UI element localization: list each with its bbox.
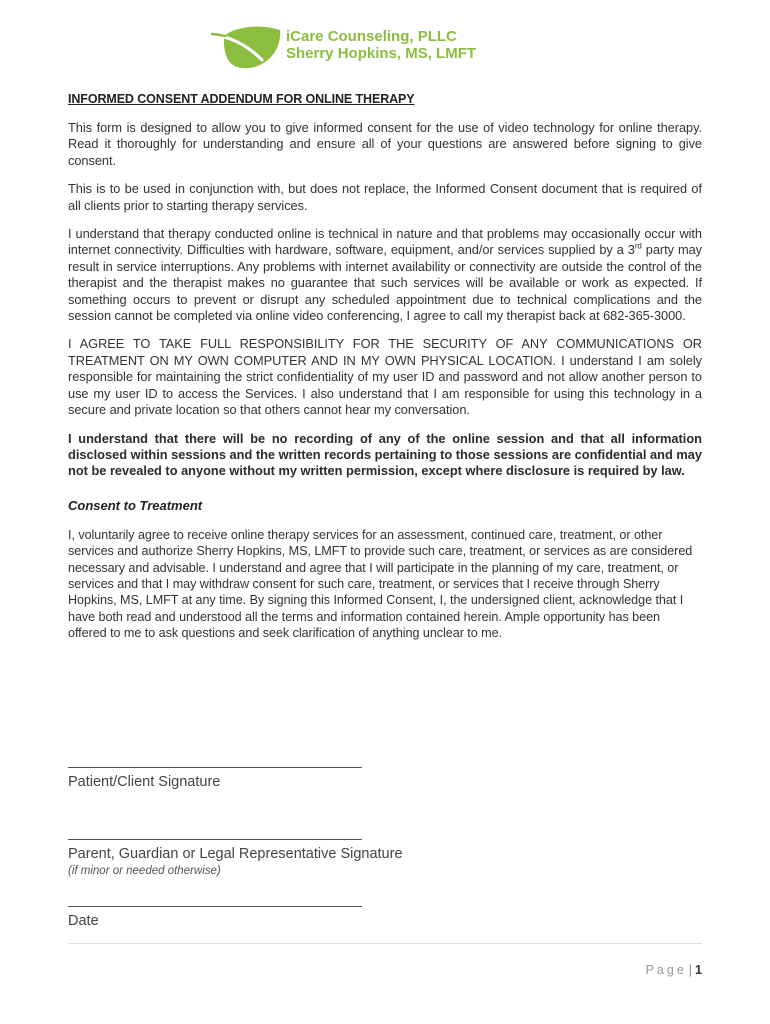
- letterhead: [210, 22, 540, 74]
- provider-name: Sherry Hopkins, MS, LMFT: [286, 45, 477, 62]
- client-signature-block: [68, 766, 488, 790]
- intro-paragraph: This form is designed to allow you to give informed consent for the use of video technology for online therapy. Read it thoroughly for understanding and ensure all of your questions are answered before signing to give consent.: [68, 120, 702, 168]
- document-title: INFORMED CONSENT ADDENDUM FOR ONLINE THERAPY: [68, 92, 415, 106]
- document-body: [68, 92, 702, 654]
- consent-paragraph: I, voluntarily agree to receive online therapy services for an assessment, continued care, treatment, or other services and authorize Sherry Hopkins, MS, LMFT to provide such care, treatment, or services as are considered necessary and advisable. I understand and agree that I will participate in the planning of my care, treatment, or services and that I may withdraw consent for such care, treatment, or services that I receive through Sherry Hopkins, MS, LMFT at any time. By signing this Informed Consent, I, the undersigned client, acknowledge that I have both read and understood all the terms and information contained herein. Ample opportunity has been offered to me to ask questions and seek clarification of anything unclear to me.: [68, 527, 693, 641]
- leaf-icon: [210, 22, 284, 72]
- consent-heading: Consent to Treatment: [68, 497, 203, 513]
- ordinal-suffix: rd: [634, 242, 642, 252]
- technical-paragraph-part-1: I understand that therapy conducted online is technical in nature and that problems may occasionally occur with internet connectivity. Difficulties with hardware, software, equipment, and/or services supplied by a 3: [68, 226, 702, 258]
- page-number-value: 1: [695, 963, 702, 977]
- page-word: Page: [645, 963, 687, 977]
- guardian-signature-block: [68, 838, 488, 877]
- technical-paragraph-part-2: party may result in service interruptions. Any problems with internet availability or connectivity are outside the control of the therapist and the therapist makes no guarantee that such services will be available or work as expected. If something occurs to prevent or disrupt any scheduled appointment due to technical complications and the session cannot be completed via online video conferencing, I agree to call my therapist back at 682-365-3000.: [68, 242, 702, 324]
- footer-divider: [68, 943, 702, 944]
- conjunction-paragraph: This is to be used in conjunction with, but does not replace, the Informed Consent document that is required of all clients prior to starting therapy services.: [68, 181, 702, 213]
- brand-text: [286, 28, 476, 62]
- page-number: [646, 963, 702, 977]
- date-label: Date: [68, 913, 99, 929]
- guardian-signature-label: Parent, Guardian or Legal Representative Signature: [68, 846, 403, 862]
- technical-paragraph: [68, 226, 702, 324]
- org-name: iCare Counseling, PLLC: [286, 28, 457, 45]
- page-separator: |: [688, 963, 693, 977]
- client-signature-line[interactable]: [68, 766, 362, 768]
- confidentiality-paragraph: I understand that there will be no recording of any of the online session and that all information disclosed within sessions and the written records pertaining to those sessions are confidential and may not be revealed to anyone without my written permission, except where disclosure is required by law.: [68, 430, 702, 479]
- guardian-signature-line[interactable]: [68, 838, 362, 840]
- client-signature-label: Patient/Client Signature: [68, 774, 221, 790]
- date-line[interactable]: [68, 905, 362, 907]
- date-block: [68, 905, 488, 929]
- responsibility-paragraph: I AGREE TO TAKE FULL RESPONSIBILITY FOR THE SECURITY OF ANY COMMUNICATIONS OR TREATMENT ON MY OWN COMPUTER AND IN MY OWN PHYSICAL LOCATION. I understand I am solely responsible for maintaining the strict confidentiality of my user ID and password and not allow another person to use my user ID to access the Services. I also understand that I am responsible for using this technology in a secure and private location so that others cannot hear my conversation.: [68, 336, 702, 418]
- guardian-signature-note: (if minor or needed otherwise): [68, 865, 221, 877]
